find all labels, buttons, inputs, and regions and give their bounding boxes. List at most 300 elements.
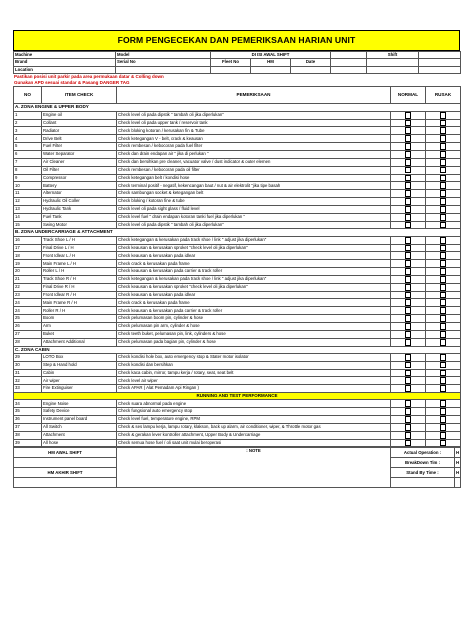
normal-checkbox[interactable] — [405, 408, 412, 415]
row-no: 36 — [14, 416, 42, 424]
fleet-value[interactable] — [211, 66, 251, 73]
row-check: Check level oli pada sight glass / fluid level — [117, 205, 391, 213]
row-check: Check dan drain endapan air " jika di perlukan " — [117, 151, 391, 159]
rusak-cell — [426, 338, 461, 346]
shift-label: Shift — [367, 52, 419, 59]
row-no: 15 — [14, 221, 42, 229]
row-check: Check ketegangan & kerusakan pada track shoe / link " adjust jika diperlukan" — [117, 236, 391, 244]
normal-checkbox[interactable] — [405, 182, 412, 189]
brand-label: Brand — [14, 59, 116, 66]
normal-checkbox[interactable] — [405, 159, 412, 166]
row-item: Hydraulic Tank — [42, 205, 117, 213]
note-1: Pastikan posisi unit parkir pada area permukaan datar & Colling down — [14, 73, 164, 79]
row-item: Engine Noise — [42, 400, 117, 408]
normal-cell — [391, 151, 426, 159]
rusak-checkbox[interactable] — [440, 175, 447, 182]
rusak-cell — [426, 299, 461, 307]
row-check: Check & gerakan lever kontroller attachment, Upper Body & Undercarriage — [117, 431, 391, 439]
row-item: Arm — [42, 323, 117, 331]
row-check: Check crack & kerusakan pada frame — [117, 260, 391, 268]
di-isi-label: DI ISI AWAL SHIFT — [211, 52, 331, 59]
rusak-checkbox[interactable] — [440, 127, 447, 134]
location-value[interactable] — [116, 66, 211, 73]
row-no: 31 — [14, 369, 42, 377]
note-label: : NOTE — [117, 448, 391, 488]
hm-akhir-label: HM AKHIR SHIFT — [14, 468, 117, 478]
check-row — [14, 182, 461, 190]
row-check: Check suara abnormal pada engine — [117, 400, 391, 408]
normal-checkbox[interactable] — [405, 198, 412, 205]
row-no: 1 — [14, 111, 42, 119]
check-row — [14, 400, 461, 408]
check-row — [14, 252, 461, 260]
rusak-cell — [426, 236, 461, 244]
row-item: Drive Belt — [42, 135, 117, 143]
rusak-cell — [426, 143, 461, 151]
row-no: 39 — [14, 439, 42, 447]
rusak-checkbox[interactable] — [440, 292, 447, 299]
rusak-checkbox[interactable] — [440, 143, 447, 150]
row-item: Front Idlear R / H — [42, 291, 117, 299]
check-row — [14, 143, 461, 151]
row-no: 12 — [14, 198, 42, 206]
check-row — [14, 361, 461, 369]
rusak-checkbox[interactable] — [440, 237, 447, 244]
row-item: Cabin — [42, 369, 117, 377]
rusak-cell — [426, 127, 461, 135]
check-row — [14, 283, 461, 291]
rusak-checkbox[interactable] — [440, 408, 447, 415]
rusak-checkbox[interactable] — [440, 190, 447, 197]
row-check: Check keausan & kerusakan pada carrier & track roller — [117, 307, 391, 315]
row-check: Check level oli pada upper tank / reservoir tank — [117, 119, 391, 127]
machine-label: Machine — [14, 52, 116, 59]
location-label: Location — [14, 66, 116, 73]
normal-cell — [391, 182, 426, 190]
row-no: 18 — [14, 252, 42, 260]
row-check: Check level oli pada dipstik " tambah oli jika diperlukan" — [117, 111, 391, 119]
check-row — [14, 205, 461, 213]
normal-checkbox[interactable] — [405, 120, 412, 127]
row-item: LOTO Box — [42, 353, 117, 361]
row-no: 6 — [14, 151, 42, 159]
row-no: 14 — [14, 213, 42, 221]
rusak-cell — [426, 158, 461, 166]
check-row — [14, 111, 461, 119]
serial-label: Serial No — [116, 59, 211, 66]
check-row — [14, 315, 461, 323]
row-item: Attachment Additional — [42, 338, 117, 346]
check-row — [14, 158, 461, 166]
normal-checkbox[interactable] — [405, 127, 412, 134]
rusak-checkbox[interactable] — [440, 112, 447, 119]
row-item: Radiator — [42, 127, 117, 135]
rusak-cell — [426, 291, 461, 299]
row-item: Step & Hand hold — [42, 361, 117, 369]
rusak-checkbox[interactable] — [440, 120, 447, 127]
header-blank — [367, 59, 419, 66]
rusak-checkbox[interactable] — [440, 222, 447, 229]
actual-operation-label: Actual Operation : — [391, 448, 455, 458]
row-no: 34 — [14, 400, 42, 408]
standby-unit: H — [455, 468, 461, 478]
rusak-checkbox[interactable] — [440, 252, 447, 259]
check-row — [14, 119, 461, 127]
rusak-checkbox[interactable] — [440, 400, 447, 407]
row-no: 11 — [14, 190, 42, 198]
row-check: Check kondisi dan bersihkan — [117, 361, 391, 369]
row-item: Fuel Filter — [42, 143, 117, 151]
rusak-cell — [426, 353, 461, 361]
row-check: Check keausan & kerusakan pada idlear — [117, 252, 391, 260]
row-no: 35 — [14, 408, 42, 416]
check-row — [14, 369, 461, 377]
rusak-checkbox[interactable] — [440, 377, 447, 384]
check-row — [14, 244, 461, 252]
rusak-checkbox[interactable] — [440, 354, 447, 361]
rusak-checkbox[interactable] — [440, 206, 447, 213]
rusak-checkbox[interactable] — [440, 385, 447, 392]
rusak-cell — [426, 182, 461, 190]
row-no: 29 — [14, 353, 42, 361]
rusak-cell — [426, 377, 461, 385]
normal-checkbox[interactable] — [405, 175, 412, 182]
rusak-checkbox[interactable] — [440, 307, 447, 314]
normal-checkbox[interactable] — [405, 252, 412, 259]
normal-checkbox[interactable] — [405, 245, 412, 252]
check-row — [14, 198, 461, 206]
fleet-label: Fleet No — [211, 59, 251, 66]
normal-checkbox[interactable] — [405, 206, 412, 213]
hm-label: HM — [251, 59, 291, 66]
normal-checkbox[interactable] — [405, 432, 412, 439]
normal-cell — [391, 353, 426, 361]
row-no: 19 — [14, 260, 42, 268]
row-check: Check bloking / kotoran fine & tube — [117, 198, 391, 206]
rusak-checkbox[interactable] — [440, 260, 447, 267]
normal-checkbox[interactable] — [405, 362, 412, 369]
row-no: 38 — [14, 431, 42, 439]
date-label: Date — [291, 59, 331, 66]
row-no: 33 — [14, 385, 42, 393]
row-no: 8 — [14, 166, 42, 174]
normal-cell — [391, 127, 426, 135]
row-check: Check pelumasan pin arm, cylinder & hose — [117, 323, 391, 331]
row-no: 20 — [14, 268, 42, 276]
row-item: All hose — [42, 439, 117, 447]
check-row — [14, 221, 461, 229]
row-check: Check ketegangan belt / kondisi hose — [117, 174, 391, 182]
col-rusak: RUSAK — [426, 87, 461, 104]
rusak-cell — [426, 213, 461, 221]
normal-checkbox[interactable] — [405, 135, 412, 142]
row-no: 26 — [14, 323, 42, 331]
normal-checkbox[interactable] — [405, 268, 412, 275]
rusak-cell — [426, 315, 461, 323]
rusak-checkbox[interactable] — [440, 370, 447, 377]
normal-checkbox[interactable] — [405, 284, 412, 291]
normal-checkbox[interactable] — [405, 377, 412, 384]
rusak-cell — [426, 323, 461, 331]
row-item: Engine oil — [42, 111, 117, 119]
footer-table — [13, 447, 461, 488]
row-check: Check keausan & kerusakan pada idlear — [117, 291, 391, 299]
col-item: ITEM CHECK — [42, 87, 117, 104]
rusak-checkbox[interactable] — [440, 323, 447, 330]
row-item: Compressor — [42, 174, 117, 182]
hm-awal-value[interactable] — [14, 458, 117, 468]
rusak-checkbox[interactable] — [440, 167, 447, 174]
standby-label: Stand By Time : — [391, 468, 455, 478]
actual-operation-unit: H — [455, 448, 461, 458]
normal-checkbox[interactable] — [405, 323, 412, 330]
check-row — [14, 423, 461, 431]
check-table — [13, 86, 461, 447]
check-row — [14, 135, 461, 143]
row-check: Check & ses lampu kerja, lampu rotary, klakson, back up alarm, air conditioner, wiper, & Throttle motor gas — [117, 423, 391, 431]
rusak-checkbox[interactable] — [440, 151, 447, 158]
normal-checkbox[interactable] — [405, 237, 412, 244]
row-check: Check ketegangan & kerusakan pada track shoe / link " adjust jika diperlukan" — [117, 275, 391, 283]
check-row — [14, 166, 461, 174]
row-item: Fire Extinguiser — [42, 385, 117, 393]
normal-cell — [391, 423, 426, 431]
normal-checkbox[interactable] — [405, 151, 412, 158]
rusak-cell — [426, 252, 461, 260]
row-check: Check dan bersihkan pre cleaner, vacuator valve / dust indicator & outer elemen — [117, 158, 391, 166]
normal-cell — [391, 431, 426, 439]
row-check: Check level fuel, temperature engine, RPM — [117, 416, 391, 424]
row-check: Check rembesan / kebocoran pada oil filter — [117, 166, 391, 174]
normal-checkbox[interactable] — [405, 339, 412, 346]
section-title: B. ZONA UNDERCARRIAGE & ATTACHMENT — [14, 229, 461, 236]
rusak-checkbox[interactable] — [440, 362, 447, 369]
rusak-cell — [426, 119, 461, 127]
normal-cell — [391, 260, 426, 268]
normal-cell — [391, 252, 426, 260]
normal-checkbox[interactable] — [405, 370, 412, 377]
row-no: 24 — [14, 299, 42, 307]
header-blank — [419, 59, 461, 66]
notes-table — [13, 74, 460, 87]
normal-checkbox[interactable] — [405, 354, 412, 361]
rusak-cell — [426, 369, 461, 377]
section-header — [14, 229, 461, 236]
row-check: Check keausan & kerusakan sproket "check level oli jika diperlukan" — [117, 283, 391, 291]
rusak-checkbox[interactable] — [440, 268, 447, 275]
row-check: Check pelumasan boom pin, cylinder & hose — [117, 315, 391, 323]
rusak-cell — [426, 330, 461, 338]
header-blank — [331, 52, 367, 59]
row-item: Hydraulic Oil Coller — [42, 198, 117, 206]
row-item: Roller L / H — [42, 268, 117, 276]
col-no: NO — [14, 87, 42, 104]
rusak-checkbox[interactable] — [440, 284, 447, 291]
rusak-checkbox[interactable] — [440, 416, 447, 423]
row-item: Water Separator — [42, 151, 117, 159]
rusak-checkbox[interactable] — [440, 315, 447, 322]
normal-cell — [391, 330, 426, 338]
section-header — [14, 393, 461, 400]
row-check: Check level air wiper — [117, 377, 391, 385]
row-no: 32 — [14, 377, 42, 385]
row-no: 2 — [14, 119, 42, 127]
row-item: Oil Filter — [42, 166, 117, 174]
model-label: Model — [116, 52, 211, 59]
rusak-checkbox[interactable] — [440, 440, 447, 447]
row-item: Track Shoe R / H — [42, 275, 117, 283]
rusak-checkbox[interactable] — [440, 159, 447, 166]
rusak-checkbox[interactable] — [440, 182, 447, 189]
normal-checkbox[interactable] — [405, 307, 412, 314]
normal-checkbox[interactable] — [405, 292, 412, 299]
rusak-checkbox[interactable] — [440, 135, 447, 142]
normal-checkbox[interactable] — [405, 112, 412, 119]
normal-cell — [391, 198, 426, 206]
row-item: Attachment — [42, 431, 117, 439]
normal-cell — [391, 283, 426, 291]
rusak-checkbox[interactable] — [440, 331, 447, 338]
row-check: Check keausan & kerusakan pada carrier & track roller — [117, 268, 391, 276]
row-check: Check fungsional auto emergency stop — [117, 408, 391, 416]
normal-cell — [391, 190, 426, 198]
row-check: Check pelumasan pada bagian pin, cylinder & hose — [117, 338, 391, 346]
rusak-cell — [426, 111, 461, 119]
rusak-cell — [426, 166, 461, 174]
normal-checkbox[interactable] — [405, 424, 412, 431]
rusak-checkbox[interactable] — [440, 245, 447, 252]
normal-cell — [391, 221, 426, 229]
normal-checkbox[interactable] — [405, 416, 412, 423]
check-row — [14, 307, 461, 315]
normal-checkbox[interactable] — [405, 331, 412, 338]
normal-cell — [391, 439, 426, 447]
normal-cell — [391, 111, 426, 119]
normal-checkbox[interactable] — [405, 400, 412, 407]
normal-cell — [391, 369, 426, 377]
row-item: Air wiper — [42, 377, 117, 385]
check-row — [14, 127, 461, 135]
row-check: Check level fuel " drain endapan kotoran tanki fuel jika diperlukan " — [117, 213, 391, 221]
row-no: 4 — [14, 135, 42, 143]
row-check: Check crack & kerusakan pada frame — [117, 299, 391, 307]
check-row — [14, 408, 461, 416]
row-no: 7 — [14, 158, 42, 166]
shift-value[interactable] — [419, 52, 461, 59]
rusak-checkbox[interactable] — [440, 198, 447, 205]
rusak-checkbox[interactable] — [440, 214, 447, 221]
row-item: Swing Motor — [42, 221, 117, 229]
normal-checkbox[interactable] — [405, 190, 412, 197]
normal-cell — [391, 268, 426, 276]
rusak-checkbox[interactable] — [440, 339, 447, 346]
normal-cell — [391, 338, 426, 346]
hm-akhir-value[interactable] — [14, 478, 117, 488]
row-check: Check semua hose fuel / oli saat unit mulai beroperasi — [117, 439, 391, 447]
check-row — [14, 190, 461, 198]
rusak-cell — [426, 205, 461, 213]
normal-checkbox[interactable] — [405, 276, 412, 283]
check-row — [14, 260, 461, 268]
row-item: Battery — [42, 182, 117, 190]
hm-value[interactable] — [251, 66, 291, 73]
rusak-checkbox[interactable] — [440, 432, 447, 439]
check-row — [14, 385, 461, 393]
row-check: Check kaca cabin, mirror, tampu kerja / rotary, seat, seat belt — [117, 369, 391, 377]
normal-checkbox[interactable] — [405, 214, 412, 221]
row-no: 30 — [14, 361, 42, 369]
normal-cell — [391, 400, 426, 408]
row-no: 22 — [14, 283, 42, 291]
rusak-cell — [426, 268, 461, 276]
rusak-cell — [426, 416, 461, 424]
normal-checkbox[interactable] — [405, 143, 412, 150]
date-value[interactable] — [291, 66, 331, 73]
normal-cell — [391, 385, 426, 393]
rusak-checkbox[interactable] — [440, 424, 447, 431]
row-item: Collant — [42, 119, 117, 127]
normal-cell — [391, 244, 426, 252]
normal-checkbox[interactable] — [405, 167, 412, 174]
check-row — [14, 353, 461, 361]
normal-checkbox[interactable] — [405, 222, 412, 229]
check-row — [14, 299, 461, 307]
normal-checkbox[interactable] — [405, 440, 412, 447]
rusak-cell — [426, 244, 461, 252]
check-row — [14, 291, 461, 299]
check-row — [14, 151, 461, 159]
normal-checkbox[interactable] — [405, 260, 412, 267]
normal-cell — [391, 307, 426, 315]
section-title: C. ZONA CABIN — [14, 346, 461, 353]
rusak-checkbox[interactable] — [440, 299, 447, 306]
normal-cell — [391, 377, 426, 385]
normal-checkbox[interactable] — [405, 385, 412, 392]
row-item: Boom — [42, 315, 117, 323]
check-row — [14, 275, 461, 283]
rusak-cell — [426, 275, 461, 283]
row-no: 24 — [14, 307, 42, 315]
row-no: 3 — [14, 127, 42, 135]
row-check: Check level oli pada dipstik " tambah oli jika diperlukan" — [117, 221, 391, 229]
check-row — [14, 377, 461, 385]
header-blank — [331, 66, 367, 73]
normal-cell — [391, 291, 426, 299]
row-no: 17 — [14, 244, 42, 252]
row-item: Track Shoe L / H — [42, 236, 117, 244]
hm-awal-label: HM AWAL SHIFT — [14, 448, 117, 458]
row-no: 37 — [14, 423, 42, 431]
header-blank — [419, 66, 461, 73]
form-page — [13, 30, 460, 488]
check-row — [14, 174, 461, 182]
check-row — [14, 213, 461, 221]
rusak-checkbox[interactable] — [440, 276, 447, 283]
normal-checkbox[interactable] — [405, 299, 412, 306]
rusak-cell — [426, 400, 461, 408]
rusak-cell — [426, 198, 461, 206]
form-title: FORM PENGECEKAN DAN PEMERIKSAAN HARIAN UNIT — [13, 30, 460, 51]
rusak-cell — [426, 423, 461, 431]
section-header — [14, 104, 461, 111]
rusak-cell — [426, 174, 461, 182]
row-check: Check sambungan socket & ketegangan belt — [117, 190, 391, 198]
section-header — [14, 346, 461, 353]
normal-cell — [391, 174, 426, 182]
row-check: Check ketegangan V - belt, crack & keausan — [117, 135, 391, 143]
check-row — [14, 431, 461, 439]
normal-checkbox[interactable] — [405, 315, 412, 322]
